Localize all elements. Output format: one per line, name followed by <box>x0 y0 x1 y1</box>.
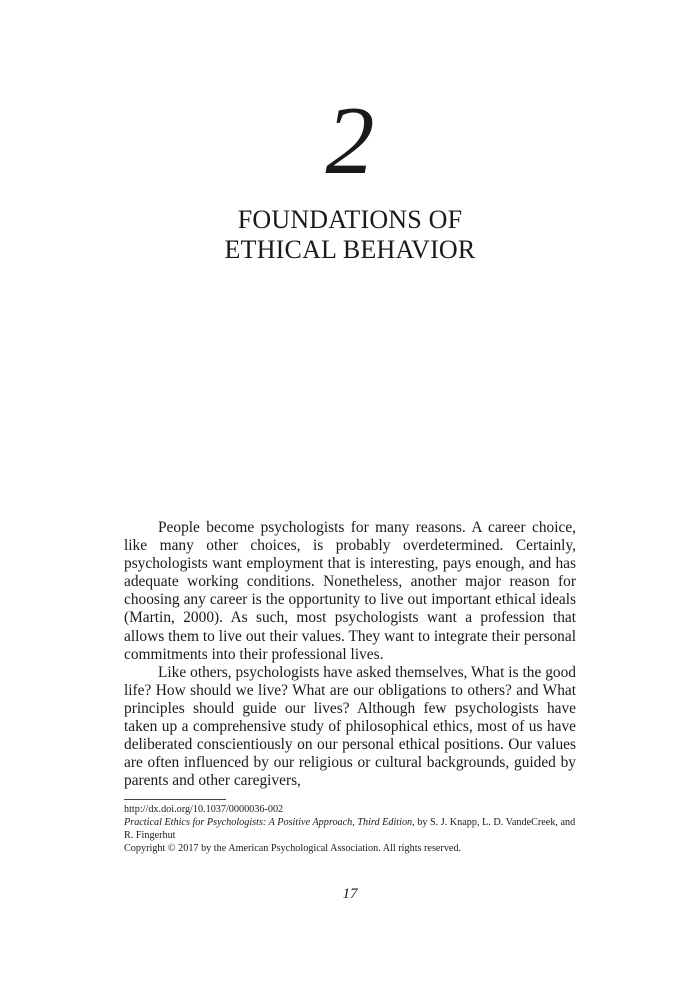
copyright-line: Copyright © 2017 by the American Psychological Association. All rights reserved. <box>124 843 462 854</box>
footnote-divider <box>124 799 226 800</box>
paragraph-1: People become psychologists for many reasons. A career choice, like many other choices, is probably overdetermined. Certainly, psychologists want employment that is interesting, pays enough, and has adequate working conditions. Nonetheless, another major reason for choosing any career is the opportunity to live out important ethical ideals (Martin, 2000). As such, most psychologists want a profession that allows them to live out their values. They want to integrate their personal commitments into their professional lives. <box>124 519 576 663</box>
citation-line <box>124 816 576 842</box>
body-text <box>124 519 576 790</box>
footnotes <box>124 803 576 855</box>
chapter-number: 2 <box>325 87 375 195</box>
book-authors: , by S. J. Knapp, L. D. VandeCreek, and R. Fingerhut <box>124 817 576 841</box>
chapter-title <box>0 205 700 265</box>
book-title: Practical Ethics for Psychologists: A Positive Approach, Third Edition <box>124 817 413 828</box>
chapter-title-line-1: FOUNDATIONS OF <box>237 205 463 234</box>
page-number: 17 <box>342 886 358 902</box>
doi-line: http://dx.doi.org/10.1037/0000036-002 <box>124 804 284 815</box>
chapter-title-line-2: ETHICAL BEHAVIOR <box>224 235 476 264</box>
paragraph-2: Like others, psychologists have asked themselves, What is the good life? How should we live? What are our obligations to others? and What principles should guide our lives? Although few psychologists have taken up a comprehensive study of philosophical ethics, most of us have deliberated conscientiously on our personal ethical positions. Our values are often influenced by our religious or cultural backgrounds, guided by parents and other caregivers, <box>124 663 576 790</box>
